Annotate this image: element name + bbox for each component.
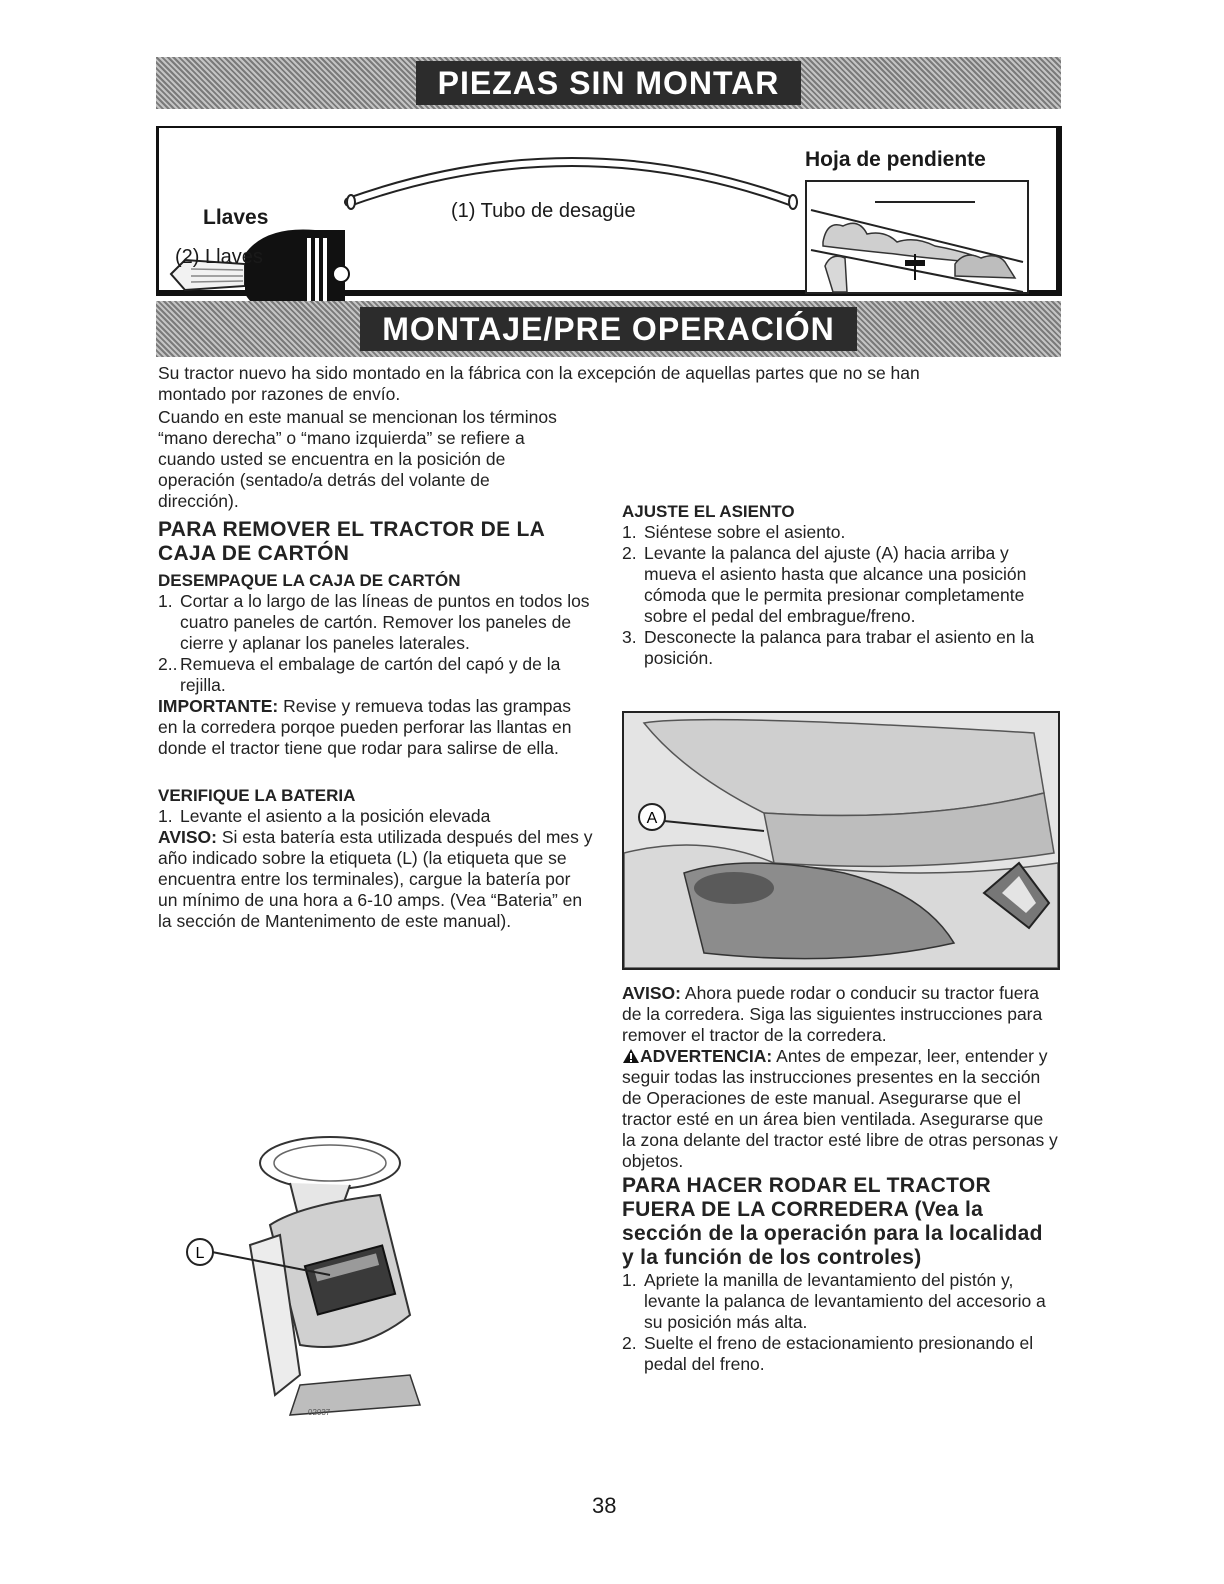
- roll-tractor-heading: [622, 1174, 1058, 1270]
- battery-step-1: 1. Levante el asiento a la posición elevada: [158, 806, 491, 826]
- warning-label: ADVERTENCIA:: [640, 1046, 773, 1066]
- intro-line-1: Su tractor nuevo ha sido montado en la fábrica con la excepción de aquellas partes que no se han: [158, 363, 920, 383]
- unassembled-parts-banner: [156, 57, 1061, 109]
- important-text: Revise y remueva todas las grampas en la corredera porqoe pueden perforar las llantas en donde el tractor tiene que rodar para salirse de ella.: [158, 696, 572, 758]
- battery-aviso: [158, 827, 593, 932]
- slope-sheet-icon: [805, 180, 1029, 294]
- battery-fig-code: 02037: [308, 1408, 331, 1417]
- left-column: [158, 407, 593, 932]
- parts-box: [156, 126, 1062, 296]
- roll-aviso: [622, 983, 1058, 1046]
- warning-text: Antes de empezar, leer, entender y seguir todas las instrucciones presentes en la sección de Operaciones de este manual. Asegurarse que el tractor esté en un área bien ventilada. Asegurarse que la zona delante del tractor esté libre de otras personas y objetos.: [622, 1046, 1058, 1171]
- unpack-heading: DESEMPAQUE LA CAJA DE CARTÓN: [158, 571, 461, 590]
- seat-step-2: 2. Levante la palanca del ajuste (A) hacia arriba y mueva el asiento hasta que alcance una posición cómoda que le permita presionar completamente sobre el pedal del embrague/freno.: [622, 543, 1027, 626]
- warning-paragraph: [622, 1046, 1058, 1172]
- seat-figure: [622, 711, 1060, 970]
- roll-step-1: 1. Apriete la manilla de levantamiento del pistón y, levante la palanca de levantamiento del accesorio a su posición más alta.: [622, 1270, 1046, 1332]
- seat-heading: AJUSTE EL ASIENTO: [622, 502, 795, 521]
- terms-paragraph: Cuando en este manual se mencionan los términos “mano derecha” o “mano izquierda” se refiere a cuando usted se encuentra en la posición de operación (sentado/a detrás del volante de dirección).: [158, 407, 557, 511]
- battery-callout-label: L: [195, 1245, 205, 1262]
- battery-figure: [180, 1125, 470, 1425]
- page-number: 38: [592, 1493, 617, 1518]
- right-column-top: [622, 501, 1062, 669]
- roll-aviso-label: AVISO:: [622, 983, 681, 1003]
- right-column-bottom: [622, 983, 1058, 1375]
- warning-icon: [622, 1048, 640, 1064]
- keys-caption: (2) Llaves: [175, 246, 263, 268]
- slope-sheet-label: Hoja de pendiente: [805, 148, 986, 171]
- important-label: IMPORTANTE:: [158, 696, 279, 716]
- unassembled-parts-title: PIEZAS SIN MONTAR: [416, 61, 802, 106]
- battery-illustration: [180, 1125, 470, 1425]
- keys-label: Llaves: [203, 206, 269, 229]
- assembly-title: MONTAJE/PRE OPERACIÓN: [360, 307, 856, 352]
- seat-step-1: 1. Siéntese sobre el asiento.: [622, 522, 846, 542]
- roll-step-2: 2. Suelte el freno de estacionamiento presionando el pedal del freno.: [622, 1333, 1034, 1374]
- intro-line-2: montado por razones de envío.: [158, 384, 401, 404]
- intro-paragraph: [158, 363, 1058, 405]
- unpack-step-1: 1. Cortar a lo largo de las líneas de puntos en todos los cuatro paneles de cartón. Remover los paneles de cierre y aplanar los paneles laterales.: [158, 591, 590, 653]
- drain-tube-caption: (1) Tubo de desagüe: [451, 200, 636, 222]
- roll-aviso-text: Ahora puede rodar o conducir su tractor fuera de la corredera. Siga las siguientes instrucciones para remover el tractor de la corredera.: [622, 983, 1043, 1045]
- important-note: [158, 696, 593, 759]
- assembly-banner: [156, 301, 1061, 357]
- seat-callout-label: A: [646, 810, 658, 827]
- roll-heading-rest: (Vea la sección de la operación para la localidad y la función de los controles): [622, 1198, 1043, 1269]
- seat-step-3: 3. Desconecte la palanca para trabar el asiento en la posición.: [622, 627, 1035, 668]
- battery-heading: VERIFIQUE LA BATERIA: [158, 786, 356, 805]
- battery-aviso-text: Si esta batería esta utilizada después del mes y año indicado sobre la etiqueta (L) (la etiqueta que se encuentra entre los terminales), cargue la batería por un mínimo de una hora a 6-10 amps. (Vea “Bateria” en la sección de Mantenimento de este manual).: [158, 827, 593, 931]
- roll-heading-caps: PARA HACER RODAR EL TRACTOR FUERA DE LA CORREDERA: [622, 1174, 991, 1221]
- battery-aviso-label: AVISO:: [158, 827, 217, 847]
- unpack-step-2: 2.. Remueva el embalage de cartón del capó y de la rejilla.: [158, 654, 561, 695]
- seat-illustration: [624, 713, 1058, 968]
- remove-tractor-heading: PARA REMOVER EL TRACTOR DE LA CAJA DE CARTÓN: [158, 518, 545, 565]
